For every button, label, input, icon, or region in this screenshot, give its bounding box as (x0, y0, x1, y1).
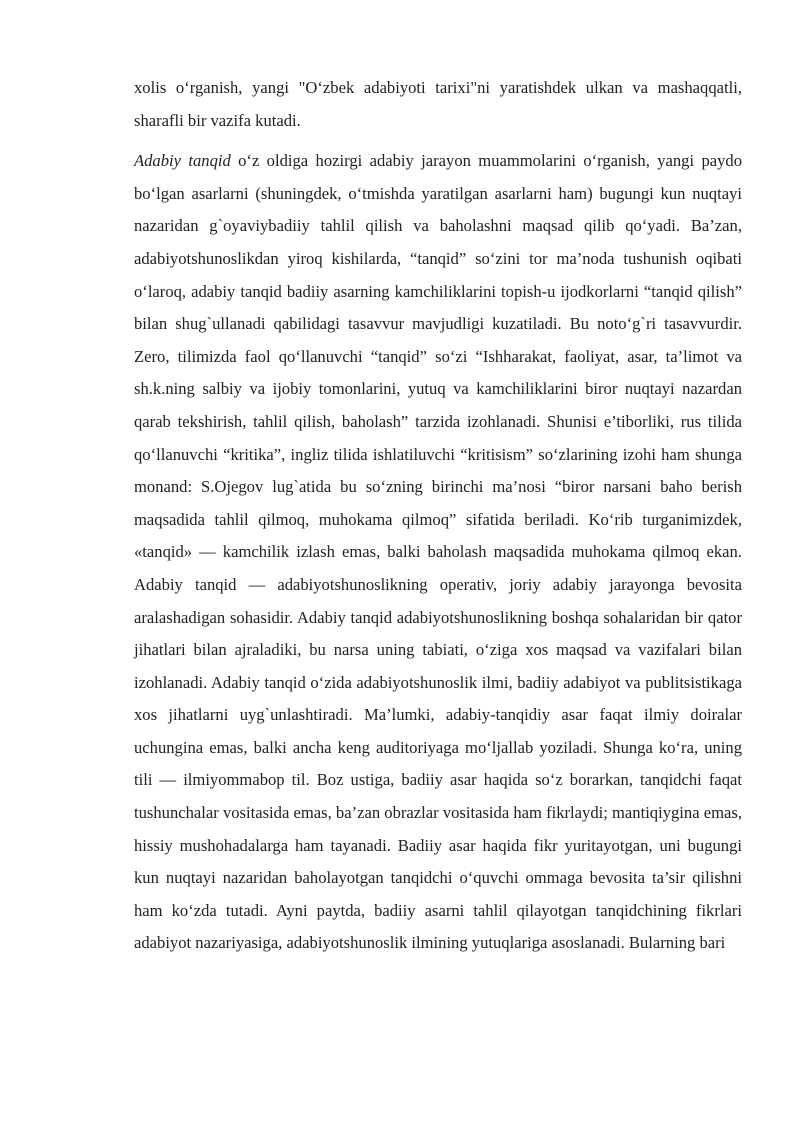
paragraph-adabiy-tanqid (134, 145, 742, 960)
paragraph-intro (134, 72, 742, 137)
paragraph-text: xolis o‘rganish, yangi "O‘zbek adabiyoti tarixi"ni yaratishdek ulkan va mashaqqatli, sharafli bir vazifa kutadi. (134, 78, 742, 130)
document-page (134, 72, 742, 968)
term-adabiy-tanqid: Adabiy tanqid (134, 151, 231, 171)
paragraph-text: o‘z oldiga hozirgi adabiy jarayon muammolarini o‘rganish, yangi paydo bo‘lgan asarlarni (shuningdek, o‘tmishda yaratilgan asarlarni ham) bugungi kun nuqtayi nazaridan g`oyaviybadiiy tahlil qilish va baholashni maqsad qilib qo‘yadi. Ba’zan, adabiyotshunoslikdan yiroq kishilarda, “tanqid” so‘zini tor ma’noda tushunish oqibati o‘laroq, adabiy tanqid badiiy asarning kamchiliklarini topish-u ijodkorlarni “tanqid qilish” bilan shug`ullanadi qabilidagi tasavvur mavjudligi kuzatiladi. Bu noto‘g`ri tasavvurdir. Zero, tilimizda faol qo‘llanuvchi “tanqid” so‘zi “Ishharakat, faoliyat, asar, ta’limot va sh.k.ning salbiy va ijobiy tomonlarini, yutuq va kamchiliklarini biror nuqtayi nazardan qarab tekshirish, tahlil qilish, baholash” tarzida izohlanadi. Shunisi e’tiborliki, rus tilida qo‘llanuvchi “kritika”, ingliz tilida ishlatiluvchi “kritisism” so‘zlarining izohi ham shunga monand: S.Ojegov lug`atida bu so‘zning birinchi ma’nosi “biror narsani baho berish maqsadida tahlil qilmoq, muhokama qilmoq” sifatida beriladi. Ko‘rib turganimizdek, «tanqid» — kamchilik izlash emas, balki baholash maqsadida muhokama qilmoq ekan. Adabiy tanqid — adabiyotshunoslikning operativ, joriy adabiy jarayonga bevosita aralashadigan sohasidir. Adabiy tanqid adabiyotshunoslikning boshqa sohalaridan bir qator jihatlari bilan ajraladiki, bu narsa uning tabiati, o‘ziga xos maqsad va vazifalari bilan izohlanadi. Adabiy tanqid o‘zida adabiyotshunoslik ilmi, badiiy adabiyot va publitsistikaga xos jihatlarni uyg`unlashtiradi. Ma’lumki, adabiy-tanqidiy asar faqat ilmiy doiralar uchungina emas, balki ancha keng auditoriyaga mo‘ljallab yoziladi. Shunga ko‘ra, uning tili — ilmiyommabop til. Boz ustiga, badiiy asar haqida so‘z borarkan, tanqidchi faqat tushunchalar vositasida emas, ba’zan obrazlar vositasida ham fikrlaydi; mantiqiygina emas, hissiy mushohadalarga ham tayanadi. Badiiy asar haqida fikr yuritayotgan, uni bugungi kun nuqtayi nazaridan baholayotgan tanqidchi o‘quvchi ommaga bevosita ta’sir qilishni ham ko‘zda tutadi. Ayni paytda, badiiy asarni tahlil qilayotgan tanqidchining fikrlari adabiyot nazariyasiga, adabiyotshunoslik ilmining yutuqlariga asoslanadi. Bularning bari (134, 151, 742, 953)
